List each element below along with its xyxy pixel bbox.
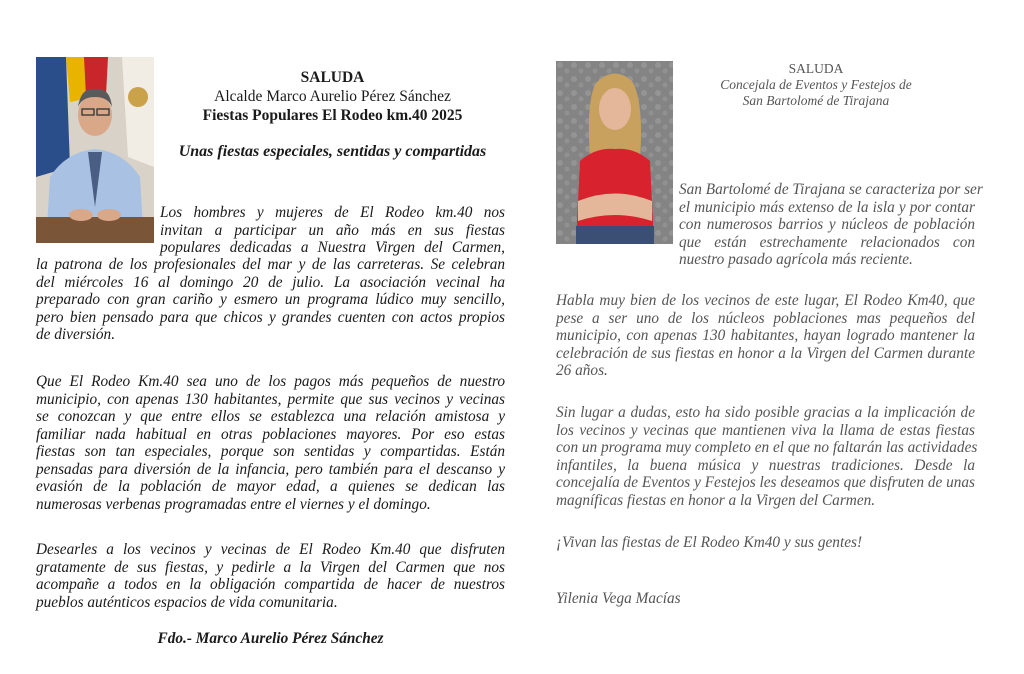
text-line: municipio, con apenas 130 habitantes, hayan logrado mantener la xyxy=(556,327,975,344)
text-line: Habla muy bien de los vecinos de este lugar, El Rodeo Km40, que xyxy=(556,292,975,309)
text-line: Los hombres y mujeres de El Rodeo km.40 nos xyxy=(160,204,505,221)
left-paragraph-3 xyxy=(36,541,505,611)
text-line: familiar nada habitual en otras poblaciones mayores. Por eso estas xyxy=(36,425,505,443)
text-line: pueblos auténticos espacios de vida comunitaria. xyxy=(36,593,338,611)
text-line: Que El Rodeo Km.40 sea uno de los pagos más pequeños de nuestro xyxy=(36,373,505,390)
text-line: 26 años. xyxy=(556,362,608,379)
text-line: que están estrechamente relacionados con xyxy=(679,233,975,251)
text-line: se conozcan y que entre ellos se establezca una relación amistosa y xyxy=(36,408,505,425)
text-line: de diversión. xyxy=(36,326,116,343)
right-paragraph-4 xyxy=(556,534,975,552)
text-line: pensadas para diversión de la infancia, pero también para el descanso y xyxy=(36,460,505,478)
right-role-line-1: Concejala de Eventos y Festejos de xyxy=(720,77,912,92)
right-signature xyxy=(556,590,975,608)
text-line: preparado con gran cariño y esmero un programa lúdico muy sencillo, xyxy=(36,291,505,308)
text-line: invitan a participar un año más en sus fiestas xyxy=(160,221,505,239)
left-event-line: Fiestas Populares El Rodeo km.40 2025 xyxy=(202,107,463,124)
text-line: acompañe a todos en la obligación compartida de hacer de nuestros xyxy=(36,576,505,593)
text-line: Sin lugar a dudas, esto ha sido posible gracias a la implicación de xyxy=(556,404,975,421)
text-line: los vecinos y vecinas que mantienen viva la llama de estas fiestas xyxy=(556,421,975,439)
text-line: Yilenia Vega Macías xyxy=(556,590,681,607)
left-saluda-title: SALUDA xyxy=(300,69,365,86)
text-line: pero bien pensado para que chicos y grandes cuenten con actos propios xyxy=(36,308,505,326)
right-saluda-title: SALUDA xyxy=(788,61,844,76)
text-line: ¡Vivan las fiestas de El Rodeo Km40 y sus gentes! xyxy=(556,534,863,551)
left-signature: Fdo.- Marco Aurelio Pérez Sánchez xyxy=(157,630,384,647)
text-line: con numerosos barrios y núcleos de población xyxy=(679,216,975,233)
text-line: San Bartolomé de Tirajana se caracteriza por ser xyxy=(679,181,983,198)
text-line: gratamente de sus fiestas, y pedirle a la Virgen del Carmen que nos xyxy=(36,558,505,576)
text-line: Desearles a los vecinos y vecinas de El Rodeo Km.40 que disfruten xyxy=(36,541,505,558)
text-line: del miércoles 16 al domingo 20 de julio. La asociación vecinal ha xyxy=(36,273,505,291)
text-line: magníficas fiestas en honor a la Virgen del Carmen. xyxy=(556,491,876,509)
text-line: pese a ser uno de los núcleos poblaciones mas pequeños del xyxy=(556,309,975,327)
councillor-portrait-illustration xyxy=(556,61,673,244)
text-line: municipio, con apenas 130 habitantes, permite que sus vecinos y vecinas xyxy=(36,390,505,408)
text-line: la patrona de los profesionales del mar y de las carreteras. Se celebran xyxy=(36,256,505,273)
text-line: infantiles, la buena música y nuestras tradiciones. Desde la xyxy=(556,456,975,474)
text-line: con un programa muy completo en el que no faltarán las actividades xyxy=(556,439,978,456)
left-paragraph-1-continued xyxy=(36,256,505,344)
right-paragraph-3 xyxy=(556,404,978,509)
left-author-line: Alcalde Marco Aurelio Pérez Sánchez xyxy=(214,88,451,105)
right-heading xyxy=(706,61,926,109)
mayor-photo xyxy=(36,57,154,243)
left-paragraph-2 xyxy=(36,373,505,513)
right-paragraph-2 xyxy=(556,292,975,380)
councillor-photo xyxy=(556,61,673,244)
left-paragraph-1 xyxy=(160,204,505,257)
text-line: nuestro pasado agrícola más reciente. xyxy=(679,251,913,268)
right-role-line-2: San Bartolomé de Tirajana xyxy=(742,93,890,108)
left-heading xyxy=(160,68,505,161)
left-subtitle: Unas fiestas especiales, sentidas y compartidas xyxy=(178,143,487,160)
text-line: fiestas son tan especiales, porque son sentidas y compartidas. Están xyxy=(36,443,505,460)
text-line: numerosas verbenas programadas entre el viernes y el domingo. xyxy=(36,495,431,513)
mayor-portrait-illustration xyxy=(36,57,154,243)
text-line: el municipio más extenso de la isla y por contar xyxy=(679,198,975,216)
text-line: celebración de sus fiestas en honor a la Virgen del Carmen durante xyxy=(556,344,975,362)
text-line: concejalía de Eventos y Festejos les deseamos que disfruten de unas xyxy=(556,474,975,491)
text-line: evasión de la población de mayor edad, a quienes se dedican las xyxy=(36,478,505,495)
right-paragraph-1 xyxy=(679,181,983,269)
text-line: populares dedicadas a Nuestra Virgen del Carmen, xyxy=(160,239,505,256)
